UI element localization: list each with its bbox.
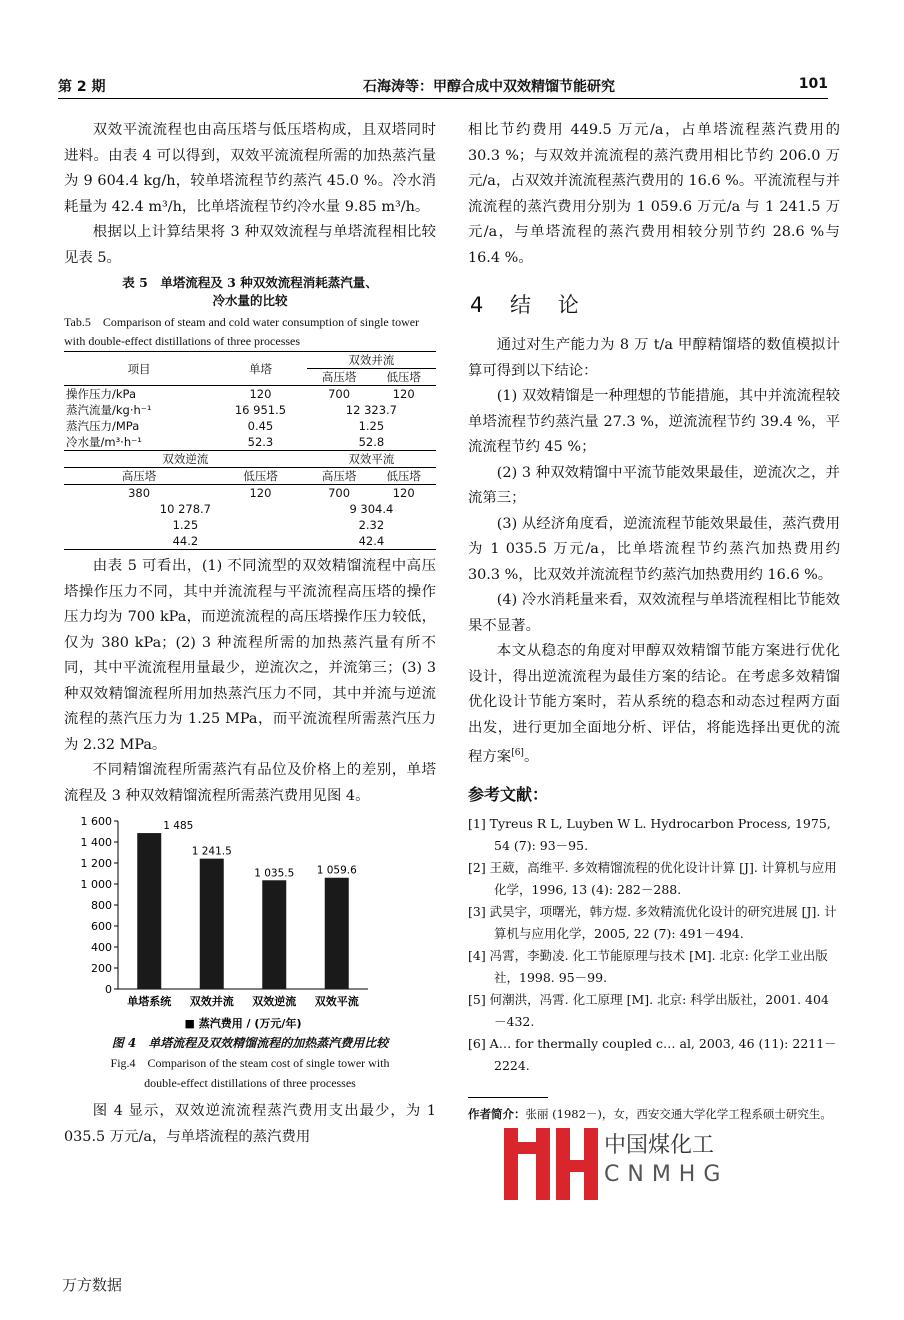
bar-value-label: 1 485 (163, 820, 194, 833)
bar-chart (64, 813, 436, 1033)
table-header: 高压塔 (307, 369, 372, 386)
author-note: 作者简介：张丽 (1982－)，女，西安交通大学化学工程系硕士研究生。 (468, 1107, 832, 1122)
y-tick-label: 1 000 (80, 878, 112, 891)
table-row: 380 120 700 120 (128, 486, 415, 500)
bar (262, 880, 286, 989)
paragraph: 双效平流流程也由高压塔与低压塔构成，且双塔同时进料。由表 4 可以得到，双效平流流程所需的加热蒸汽量为 9 604.4 kg/h，较单塔流程节约蒸汽 45.0 %。冷水消耗量为 42.4 m³/h，比单塔流程节约冷水量 9.85 m³/h。 (64, 122, 436, 215)
citation-link[interactable]: [6] (511, 748, 524, 758)
reference-item: [5] 何潮洪，冯霄. 化工原理 [M]. 北京: 科学出版社，2001. 404－432. (468, 992, 829, 1030)
reference-item: [4] 冯霄，李勤凌. 化工节能原理与技术 [M]. 北京: 化学工业出版社，1998. 95－99. (468, 948, 828, 986)
running-header (58, 74, 828, 99)
table-header: 低压塔 (371, 369, 436, 386)
table-row: 10 278.7 9 304.4 (159, 502, 394, 516)
logo-text-cn: 中国煤化工 (604, 1133, 715, 1158)
figure-caption-en: Fig.4 Comparison of the steam cost of single tower with double-effect distillations of three processes (110, 1056, 390, 1090)
table-header: 低压塔 (371, 468, 436, 485)
table-header: 双效并流 (307, 352, 436, 369)
paragraph: 通过对生产能力为 8 万 t/a 甲醇精馏塔的数值模拟计算可得到以下结论： (468, 337, 840, 379)
paragraph: 本文从稳态的角度对甲醇双效精馏节能方案进行优化设计，得出逆流流程为最佳方案的结论。在考虑多效精馏优化设计节能方案时，若从系统的稳态和动态过程两方面出发，进行更加全面地分析、评估，将能选择出更优的流程方案[6]。 (468, 643, 840, 765)
x-tick-label: 双效并流 (189, 995, 234, 1008)
table-row: 蒸汽流量/kg·h⁻¹ 16 951.5 12 323.7 (66, 403, 397, 417)
section-heading: 4 结 论 (470, 293, 589, 317)
table-header: 单塔 (214, 352, 307, 386)
left-column (64, 118, 436, 1150)
paragraph: 相比节约费用 449.5 万元/a，占单塔流程蒸汽费用的 30.3 %；与双效并流流程的蒸汽费用相比节约 206.0 万元/a，占双效并流流程蒸汽费用的 16.6 %。平流流程与并流流程的蒸汽费用分别为 1 059.6 万元/a 与 1 241.5 万元/a，与单塔流程的蒸汽费用相较分别节约 28.6 %与 16.4 %。 (468, 122, 840, 266)
y-tick-label: 200 (91, 962, 112, 975)
issue-number: 第 2 期 (58, 79, 106, 95)
table-row: 冷水量/m³·h⁻¹ 52.3 52.8 (64, 434, 436, 451)
table-header: 高压塔 (64, 468, 214, 485)
watermark-text: 万方数据 (62, 1276, 123, 1294)
reference-item: [1] Tyreus R L, Luyben W L. Hydrocarbon Process, 1975, 54 (7): 93－95. (468, 816, 831, 854)
figure-4-chart (64, 813, 436, 1033)
bar (325, 878, 349, 989)
references-heading: 参考文献： (468, 785, 549, 805)
paragraph: (4) 冷水消耗量来看，双效流程与单塔流程相比节能效果不显著。 (468, 592, 840, 634)
table-caption-cn: 表 5 单塔流程及 3 种双效流程消耗蒸汽量、 冷水量的比较 (122, 275, 378, 308)
table-row: 44.2 42.4 (64, 533, 436, 550)
bar-value-label: 1 241.5 (191, 845, 232, 858)
paragraph: (3) 从经济角度看，逆流流程节能效果最佳，蒸汽费用为 1 035.5 万元/a，比单塔流程节约蒸汽加热费用约 30.3 %，比双效并流流程节约蒸汽加热费用约 16.6 %。 (468, 515, 840, 583)
table-header: 高压塔 (307, 468, 372, 485)
y-tick-label: 600 (91, 920, 112, 933)
right-column (468, 118, 840, 1124)
y-tick-label: 400 (91, 941, 112, 954)
y-tick-label: 1 400 (80, 836, 112, 849)
table-row: 操作压力/kPa 120 700 120 (66, 387, 415, 401)
table-5 (64, 351, 436, 550)
paragraph: 图 4 显示，双效逆流流程蒸汽费用支出最少，为 1 035.5 万元/a，与单塔流程的蒸汽费用 (64, 1103, 436, 1145)
x-tick-label: 双效逆流 (252, 995, 297, 1008)
bar (200, 859, 224, 989)
y-tick-label: 1 600 (80, 815, 112, 828)
x-tick-label: 单塔系统 (127, 995, 172, 1008)
x-tick-label: 双效平流 (314, 995, 359, 1008)
paragraph: (1) 双效精馏是一种理想的节能措施，其中并流流程较单塔流程节约蒸汽量 27.3 %，逆流流程节约 39.4 %，平流流程节约 45 %； (468, 388, 840, 455)
table-row: 蒸汽压力/MPa 0.45 1.25 (66, 419, 385, 433)
paragraph: (2) 3 种双效精馏中平流节能效果最佳，逆流次之，并流第三； (468, 464, 840, 506)
figure-caption-cn: 图 4 单塔流程及双效精馏流程的加热蒸汽费用比较 (111, 1036, 389, 1050)
page-number: 101 (798, 76, 828, 92)
paragraph: 不同精馏流程所需蒸汽有品位及价格上的差别，单塔流程及 3 种双效精馏流程所需蒸汽费用见图 4。 (64, 762, 436, 804)
reference-item: [3] 武昊宇，项曙光，韩方煜. 多效精流优化设计的研究进展 [J]. 计算机与应用化学，2005, 22 (7): 491－494. (468, 904, 837, 942)
table-header: 低压塔 (214, 468, 307, 485)
table-caption-en: Tab.5 Comparison of steam and cold water consumption of single tower with double-effect distillations of three processes (64, 315, 420, 348)
paragraph: 由表 5 可看出，(1) 不同流型的双效精馏流程中高压塔操作压力不同，其中并流流程与平流流程高压塔的操作压力均为 700 kPa，而逆流流程的高压塔操作压力较低，仅为 380 kPa；(2) 3 种流程所需的加热蒸汽量有所不同，其中平流流程用量最少，逆流次之，并流第三；(3) 3 种双效精馏流程所用加热蒸汽压力不同，其中并流与逆流流程的蒸汽压力为 1.25 MPa，而平流流程所需蒸汽压力为 2.32 MPa。 (64, 558, 436, 753)
y-tick-label: 800 (91, 899, 112, 912)
watermark-logo (500, 1124, 840, 1206)
logo-mark-icon (500, 1124, 600, 1204)
bar-value-label: 1 035.5 (254, 867, 295, 880)
y-tick-label: 0 (105, 983, 112, 996)
logo-text-en: CNMHG (604, 1162, 729, 1187)
running-title: 石海涛等：甲醇合成中双效精馏节能研究 (363, 79, 615, 95)
paragraph: 根据以上计算结果将 3 种双效流程与单塔流程相比较见表 5。 (64, 224, 436, 266)
bar-value-label: 1 059.6 (316, 864, 357, 877)
footnote-divider (468, 1097, 548, 1098)
table-header: 双效平流 (307, 451, 436, 468)
reference-item: [2] 王葳，高维平. 多效精馏流程的优化设计计算 [J]. 计算机与应用化学，1996, 13 (4): 282－288. (468, 860, 837, 898)
reference-item: [6] A… for thermally coupled c… al, 2003, 46 (11): 2211－2224. (468, 1036, 837, 1074)
table-header: 项目 (64, 352, 214, 386)
bar (137, 833, 161, 989)
table-header: 双效逆流 (64, 451, 307, 468)
table-row: 1.25 2.32 (172, 518, 385, 532)
legend: ■ 蒸汽费用 / (万元/年) (184, 1017, 302, 1030)
y-tick-label: 1 200 (80, 857, 112, 870)
